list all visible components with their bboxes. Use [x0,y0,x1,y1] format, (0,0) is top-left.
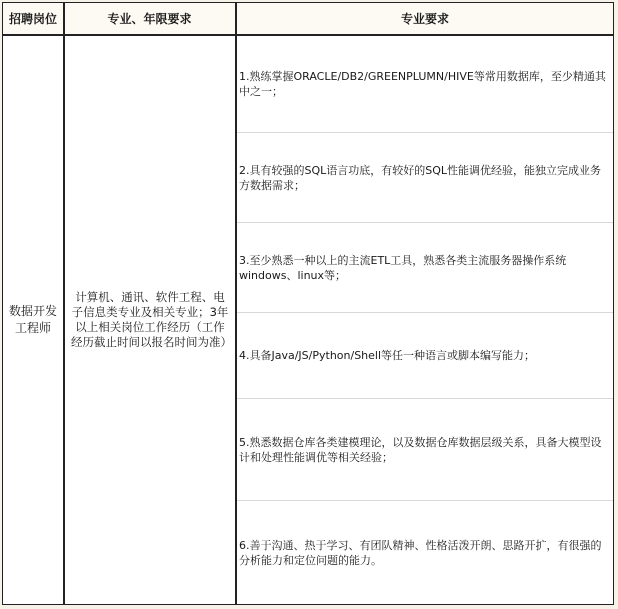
requirement-text: 2.具有较强的SQL语言功底，有较好的SQL性能调优经验，能独立完成业务方数据需求； [239,163,602,192]
requirements-list [237,36,613,604]
requirement-item [237,36,613,133]
requirement-text: 1.熟练掌握ORACLE/DB2/GREENPLUMN/HIVE等常用数据库，至少精通其中之一； [239,70,606,98]
requirement-text: 4.具备Java/JS/Python/Shell等任一种语言或脚本编写能力； [239,349,536,362]
header-major-years: 专业、年限要求 [107,12,192,26]
major-years-cell: 计算机、通讯、软件工程、电子信息类专业及相关专业；3年以上相关岗位工作经历（工作经历截止时间以报名时间为准） [71,290,232,349]
requirement-item [237,313,613,399]
requirement-item [237,501,613,604]
table-header [3,3,613,36]
requirement-text: 6.善于沟通、热于学习、有团队精神、性格活泼开朗、思路开扩，有很强的分析能力和定位问题的能力。 [239,538,602,567]
requirement-item [237,133,613,223]
requirement-item [237,399,613,501]
position-cell: 数据开发工程师 [8,304,57,335]
requirement-text: 3.至少熟悉一种以上的主流ETL工具，熟悉各类主流服务器操作系统windows、linux等； [239,253,567,282]
header-requirements: 专业要求 [400,12,449,26]
requirement-item [237,223,613,313]
header-position: 招聘岗位 [8,12,57,26]
recruitment-table [2,2,614,605]
requirement-text: 5.熟悉数据仓库各类建模理论，以及数据仓库数据层级关系，具备大模型设计和处理性能调优等相关经验； [239,435,602,464]
